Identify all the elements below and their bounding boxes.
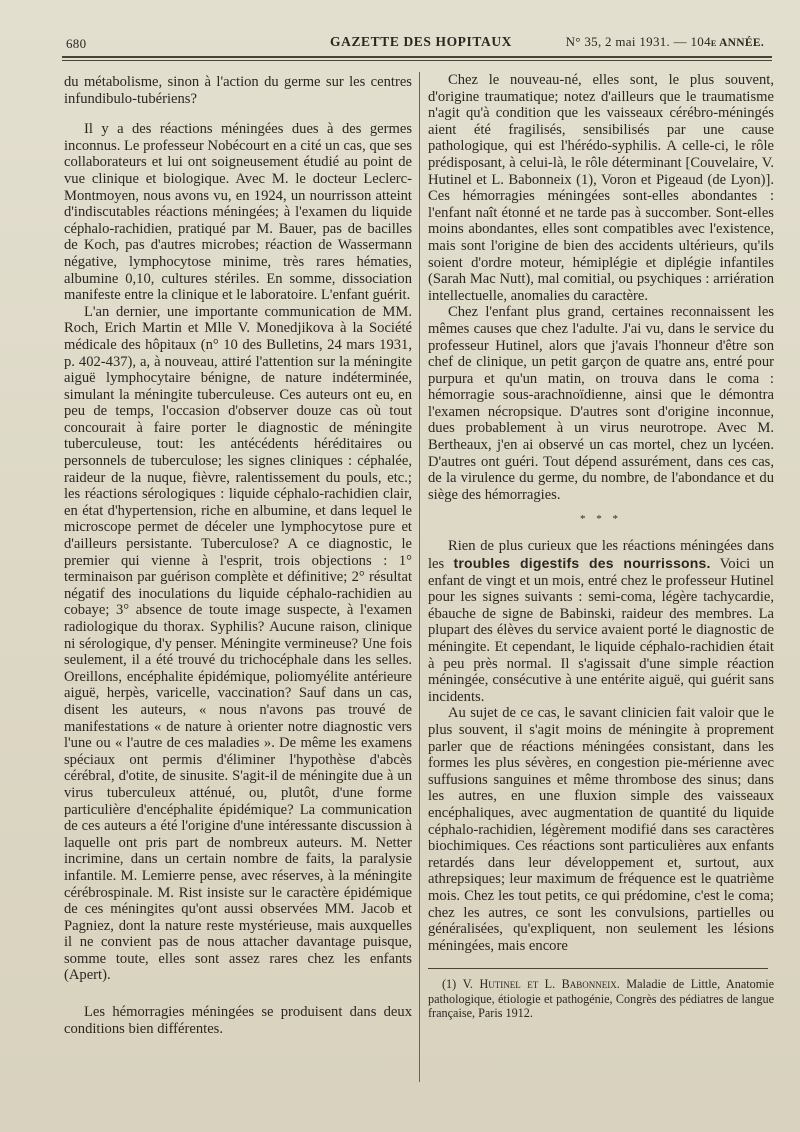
footnote [428, 977, 774, 1020]
footnote-rule [428, 968, 768, 969]
right-paragraph-3 [428, 538, 774, 705]
issue-year-label: e ANNÉE. [710, 37, 764, 49]
left-paragraph-3: L'an dernier, une importante communication de MM. Roch, Erich Martin et Mlle V. Monedjikova à la Société médicale des hôpitaux (n° 10 des Bulletins, 24 mars 1931, p. 402-437), a, à nouveau, attiré l'attention sur la méningite aiguë lymphocytaire bénigne, de nature indéterminée, simulant la méningite tuberculeuse. Ces auteurs ont eu, en peu de temps, l'occasion d'observer douze cas où tout concourait à faire porter le diagnostic de méningite tuberculeuse, tout: les antécédents héréditaires ou personnels de tuberculose; les signes cliniques : céphalée, raideur de la nuque, fièvre, ralentissement du pouls, etc.; les réactions sérologiques : liquide céphalo-rachidien clair, en état d'hypertension, riche en albumine, et dans lequel le microscope permet de déceler une lymphocytose pure et d'ailleurs persistante. Tuberculose? A ce diagnostic, le premier qui vienne à l'esprit, trois objections : 1° terminaison par guérison complète et définitive; 2° résultat négatif des inoculations du liquide céphalo-rachidien au cobaye; 3° absence de toute image suspecte, à l'examen radiologique du thorax. Syphilis? Aucune raison, clinique ni sérologique, d'y penser. Méningite vermineuse? Une fois seulement, il a été trouvé du trichocéphale dans les selles. Oreillons, encéphalite épidémique, poliomyélite antérieure aiguë, herpès, varicelle, vaccination? Sauf dans un cas, disent les auteurs, « nous n'avons pas trouvé de manifestations « de nature à orienter notre diagnostic vers l'une ou « l'autre de ces maladies ». De même les examens spéciaux ont permis d'éliminer l'hypothèse d'abcès cérébral, d'otite, de sinusite. S'agit-il de méningite due à un virus tuberculeux atténué, ou, plutôt, d'une forme particulière d'encéphalite épidémique? La communication de ces auteurs a été l'origine d'une intéressante discussion à laquelle ont pris part de nombreux auteurs. M. Netter incrimine, dans un certain nombre de faits, la paralysie infantile. M. Lemierre pense, avec réserves, à la méningite cérébrospinale. M. Rist insiste sur le caractère épidémique de ces méningites qu'ont aussi observées MM. Jacob et Pagniez, dont la nature reste mystérieuse, mais auxquelles il ne convient pas de nous attacher davantage puisque, somme toute, elles sont assez rares chez les enfants (Apert). [64, 303, 412, 984]
column-divider [419, 72, 420, 1082]
left-column [64, 74, 412, 1037]
right-paragraph-2: Chez l'enfant plus grand, certaines reconnaissent les mêmes causes que chez l'adulte. J'ai vu, dans le service du professeur Hutinel, alors que j'avais l'honneur d'être son chef de clinique, un petit garçon de quatre ans, entré pour purpura et qu'un matin, on trouva dans le coma : hémorragie sous-arachnoïdienne, ainsi que le démontra l'examen nécropsique. D'autres sont d'origine inconnue, dues probablement à un virus neurotrope. Avec M. Bertheaux, j'en ai observé un cas mortel, chez un lycéen. D'autres ont guéri. Tout dépend assurément, dans ces cas, de la virulence du germe, du nombre, de l'abondance et du siège des hémorragies. [428, 304, 774, 503]
footnote-authors: V. Hutinel et L. Babonneix. [462, 977, 620, 992]
right-column [428, 72, 774, 1021]
paragraph-3-rest: Voici un enfant de vingt et un mois, entré chez le professeur Hutinel pour les signes suivants : semi-coma, légère tachycardie, ébauche de signe de Babinski, raideur des membres. La plupart des élèves du service avaient porté le diagnostic de méningite. Et cependant, le liquide céphalo-rachidien était à peu près normal. Il s'agissait d'une simple réaction méningée, consécutive à une entérite aiguë, qui guérit sans incidents. [428, 556, 774, 705]
left-paragraph-1: du métabolisme, sinon à l'action du germe sur les centres infundibulo-tubériens? [64, 74, 412, 107]
right-paragraph-4: Au sujet de ce cas, le savant clinicien fait valoir que le plus souvent, il s'agit moins de méningite à proprement parler que de réactions méningées consistant, dans les formes les plus sévères, en congestion pie-mérienne avec suffusions sanguines et même thrombose des sinus; dans les autres, en une fluxion simple des vaisseaux encéphaliques, avec augmentation de quantité du liquide céphalo-rachidien, légèrement modifié dans ses caractères biochimiques. Ces réactions sont particulières aux enfants retardés dans leur développement et, surtout, aux athrepsiques; leur maximum de fréquence est le quatrième mois. Chez les tout petits, ce qui prédomine, c'est le coma; chez les autres, ce sont les convulsions, partielles ou généralisées, qu'expliquent, non seulement les lésions méningées, mais encore [428, 705, 774, 954]
section-separator: * * * [580, 513, 622, 526]
journal-title: GAZETTE DES HOPITAUX [330, 34, 513, 49]
right-paragraph-1: Chez le nouveau-né, elles sont, le plus souvent, d'origine traumatique; notez d'ailleurs que le traumatisme n'agit qu'à condition que les vaisseaux cérébro-méningés aient été fragilisés, sensibilisés par une cause pathologique, qui est l'hérédo-syphilis. A celle-ci, le rôle prédisposant, à celui-là, le rôle déterminant [Couvelaire, V. Hutinel et L. Babonneix (1), Voron et Pigeaud (de Lyon)]. Ces hémorragies méningées sont-elles abondantes : l'enfant naît étonné et ne tarde pas à succomber. Sont-elles moins abondantes, elles sont compatibles avec l'existence, mais sont l'origine de bien des accidents ultérieurs, qu'ils soient d'ordre moteur, hémiplégie et diplégie infantiles (Sarah Mac Nutt), mal comitial, ou psychiques : arriération intellectuelle, anomalies du caractère. [428, 72, 774, 304]
footnote-text: Maladie de Little, Anatomie pathologique, étiologie et pathogénie, Congrès des pédiatres de langue française, Paris 1912. [428, 977, 774, 1021]
emphasized-heading: troubles digestifs des nourrissons. [453, 555, 711, 572]
footnote-number: (1) [442, 977, 463, 992]
left-paragraph-4: Les hémorragies méningées se produisent dans deux conditions bien différentes. [64, 1004, 412, 1037]
running-header [60, 30, 774, 54]
left-paragraph-2: Il y a des réactions méningées dues à des germes inconnus. Le professeur Nobécourt en a cité un cas, que ses collaborateurs et lui ont soigneusement étudié au point de vue clinique et biologique. Avec M. le docteur Leclerc-Montmoyen, nous avons vu, en 1924, un nourrisson atteint d'indiscutables réactions méningées; à l'examen du liquide céphalo-rachidien, pratiqué par M. Bauer, pas de bacilles de Koch, pas d'autres microbes; réaction de Wassermann négative, lymphocytose minime, très rares hématies, albumine 0,10, cultures stériles. En somme, dissociation manifeste entre la clinique et le laboratoire. L'enfant guérit. [64, 121, 412, 304]
issue-date: N° 35, 2 mai 1931. — 104 [565, 34, 711, 49]
paragraph-3-lead: Rien de plus curieux que les réactions méningées dans les [428, 538, 774, 573]
issue-info [566, 34, 764, 50]
page-number: 680 [66, 36, 87, 51]
header-rule [62, 56, 772, 61]
